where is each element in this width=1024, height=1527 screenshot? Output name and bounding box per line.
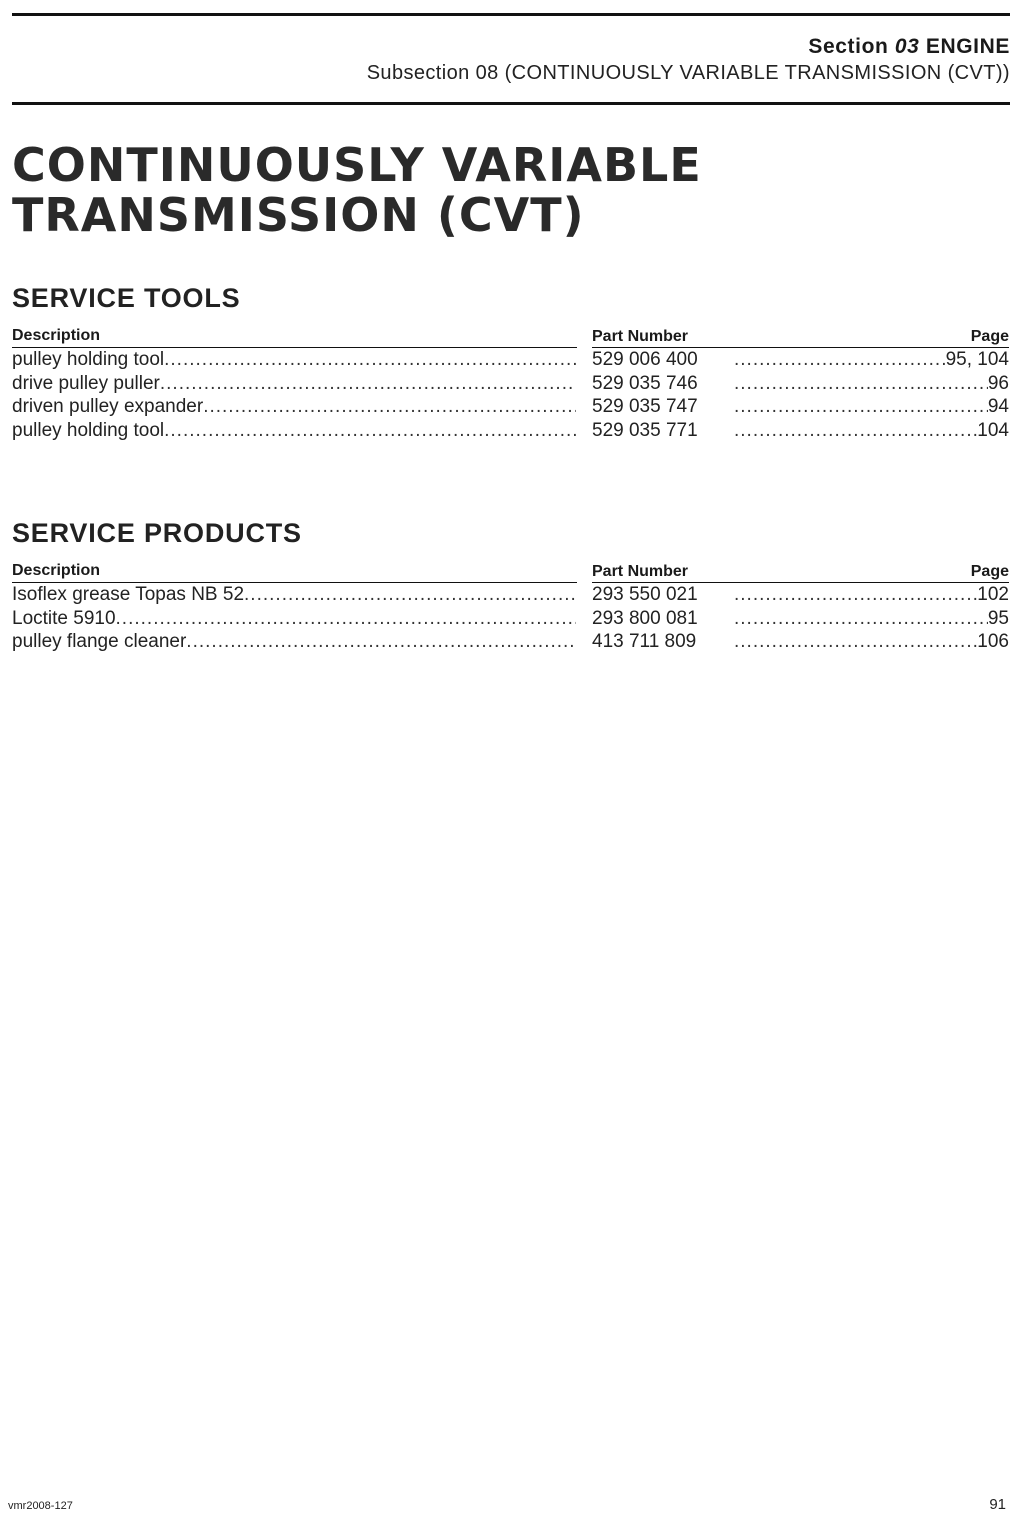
row-description-text: drive pulley puller <box>12 372 160 394</box>
section-number: 03 <box>894 35 920 58</box>
service-tools-table-body <box>12 348 1009 442</box>
section-name: ENGINE <box>925 35 1010 58</box>
row-page-group <box>722 607 1009 631</box>
row-part-number: 293 800 081 <box>592 607 698 629</box>
row-part-number: 529 035 747 <box>592 396 698 417</box>
row-page: 102 <box>977 584 1009 605</box>
column-header-description: Description <box>12 562 577 583</box>
row-page: 95, 104 <box>945 349 1009 370</box>
table-row <box>12 630 1009 654</box>
row-page: 95 <box>987 607 1009 629</box>
row-page-group <box>722 395 1009 419</box>
section-prefix: Section <box>808 35 889 58</box>
service-tools-heading: SERVICE TOOLS <box>12 283 241 313</box>
section-label <box>367 34 1010 60</box>
row-page-group <box>722 419 1009 443</box>
subsection-label: Subsection 08 (CONTINUOUSLY VARIABLE TRANSMISSION (CVT)) <box>366 62 1010 84</box>
dot-leader <box>722 583 977 607</box>
row-description-text: pulley holding tool <box>12 349 165 370</box>
dot-leader <box>722 607 988 631</box>
page-title-line-2: TRANSMISSION (CVT) <box>12 188 585 242</box>
dot-leader <box>722 395 988 419</box>
dot-leader <box>722 372 988 396</box>
footer-document-code: vmr2008-127 <box>8 1500 73 1512</box>
service-products-heading: SERVICE PRODUCTS <box>12 518 302 548</box>
column-header-page: Page <box>970 328 1009 345</box>
row-description <box>12 419 576 443</box>
column-header-page: Page <box>970 563 1009 580</box>
row-page: 104 <box>977 419 1009 441</box>
dot-leader <box>722 348 946 372</box>
row-page-group <box>722 372 1009 396</box>
column-header-part-number: Part Number <box>592 328 689 345</box>
row-page: 106 <box>977 631 1009 652</box>
row-page: 96 <box>987 372 1009 394</box>
row-description-text: Loctite 5910 <box>12 607 116 629</box>
table-row <box>12 607 1009 631</box>
row-page-group <box>722 348 1009 372</box>
dot-leader <box>722 419 977 443</box>
page-title <box>12 140 702 240</box>
dot-leader <box>722 630 977 654</box>
row-description-text: pulley holding tool <box>12 419 165 441</box>
row-description <box>12 607 576 631</box>
table-row <box>12 348 1009 372</box>
row-part-number: 413 711 809 <box>592 631 697 652</box>
footer-page-number: 91 <box>989 1496 1006 1513</box>
header-rule <box>12 102 1010 105</box>
row-description-text: driven pulley expander <box>12 396 204 417</box>
row-description <box>12 583 576 607</box>
row-description <box>12 348 576 372</box>
table-row <box>12 419 1009 443</box>
service-tools-table-header <box>12 328 1009 348</box>
page-header <box>367 34 1010 86</box>
row-description <box>12 630 576 654</box>
service-products-table-header <box>12 563 1009 583</box>
row-page-group <box>722 630 1009 654</box>
service-products-section <box>12 517 1009 654</box>
row-part-number: 529 035 746 <box>592 372 698 394</box>
row-description <box>12 372 576 396</box>
row-page-group <box>722 583 1009 607</box>
row-part-number: 529 006 400 <box>592 349 698 370</box>
row-description <box>12 395 576 419</box>
row-part-number: 293 550 021 <box>592 584 698 605</box>
row-description-text: Isoflex grease Topas NB 52 <box>12 584 245 605</box>
row-part-number: 529 035 771 <box>592 419 698 441</box>
service-products-table-body <box>12 583 1009 654</box>
table-row <box>12 372 1009 396</box>
service-tools-section <box>12 282 1009 442</box>
row-description-text: pulley flange cleaner <box>12 631 187 652</box>
row-page: 94 <box>987 396 1009 417</box>
table-row <box>12 583 1009 607</box>
table-row <box>12 395 1009 419</box>
column-header-part-number: Part Number <box>592 563 689 580</box>
column-header-description: Description <box>12 327 577 348</box>
page-title-line-1: CONTINUOUSLY VARIABLE <box>12 138 702 192</box>
top-rule <box>12 13 1010 16</box>
